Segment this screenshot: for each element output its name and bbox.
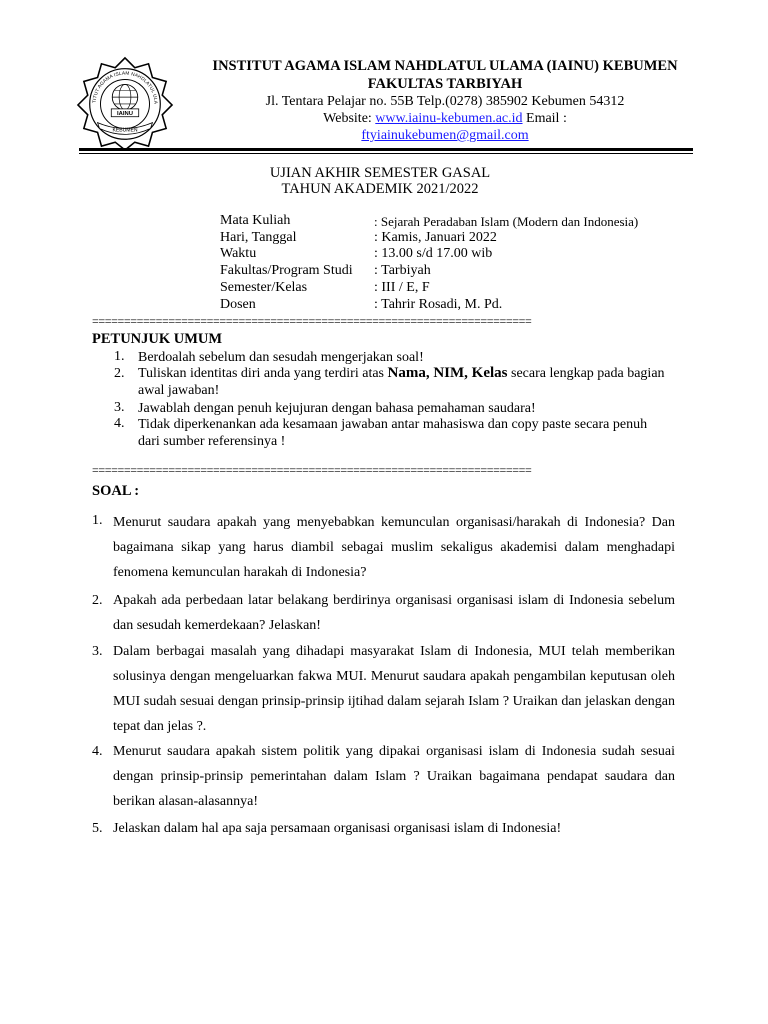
email-link[interactable]: ftyiainukebumen@gmail.com (361, 128, 529, 143)
identity-fields: Nama, NIM, Kelas (387, 365, 508, 381)
question-item: Menurut saudara apakah yang menyebabkan kemunculan organisasi/harakah di Indonesia? Dan bagaimana sikap yang harus diambil sebagai muslim sekaligus akademisi dalam menghadapi fenomena kemunculan harakah di Indonesia? (113, 515, 675, 580)
question-number: 1. (92, 513, 103, 528)
website-link[interactable]: www.iainu-kebumen.ac.id (375, 111, 523, 126)
exam-title: UJIAN AKHIR SEMESTER GASAL (269, 165, 491, 181)
petunjuk-item: Tuliskan identitas diri anda yang terdiri atas Nama, NIM, Kelas secara lengkap pada bagian awal jawaban! (138, 365, 665, 398)
email-line (180, 128, 710, 144)
petunjuk-item: Tidak diperkenankan ada kesamaan jawaban antar mahasiswa dan copy paste secara penuh dari sumber referensinya ! (138, 417, 648, 449)
info-value: : Tarbiyah (374, 263, 431, 278)
info-label: Dosen (220, 297, 256, 312)
question-item: Dalam berbagai masalah yang dihadapi masyarakat Islam di Indonesia, MUI telah memberikan solusinya dengan mengeluarkan fakwa MUI. Menurut saudara apakah pengambilan keputusan oleh MUI sudah sesuai dengan prinsip-prinsip ijtihad dalam sejarah Islam ? Uraikan dan jelaskan dengan tepat dan jelas ?. (113, 644, 675, 734)
institution-name: INSTITUT AGAMA ISLAM NAHDLATUL ULAMA (IAINU) KEBUMEN (212, 58, 678, 74)
info-label: Hari, Tanggal (220, 230, 297, 245)
question-item: Jelaskan dalam hal apa saja persamaan organisasi organisasi islam di Indonesia! (113, 821, 562, 836)
list-number: 4. (114, 416, 125, 431)
petunjuk-title: PETUNJUK UMUM (92, 331, 223, 347)
separator-line: ===================================================================== (92, 463, 532, 477)
email-label: Email : (522, 111, 567, 126)
website-label: Website: (323, 111, 376, 126)
address: Jl. Tentara Pelajar no. 55B Telp.(0278) 385902 Kebumen 54312 (265, 94, 625, 109)
logo-bottom-text: KEBUMEN (112, 127, 138, 134)
info-value: : 13.00 s/d 17.00 wib (374, 246, 493, 261)
header-rule-thick (79, 148, 693, 151)
question-number: 2. (92, 593, 103, 608)
question-number: 3. (92, 644, 103, 659)
question-item: Apakah ada perbedaan latar belakang berdirinya organisasi organisasi islam di Indonesia sebelum dan sesudah kemerdekaan? Jelaskan! (113, 593, 675, 633)
info-label: Waktu (220, 246, 257, 261)
list-number: 2. (114, 366, 125, 381)
contact-line (180, 111, 710, 127)
list-number: 3. (114, 400, 125, 415)
logo-arc-text: TITUT AGAMA ISLAM NAHDLATUL ULA (91, 70, 159, 105)
info-label: Mata Kuliah (220, 213, 291, 228)
question-item: Menurut saudara apakah sistem politik yang dipakai organisasi islam di Indonesia sudah sesuai dengan prinsip-prinsip pemerintahan dalam Islam ? Uraikan bagaimana pendapat saudara dan berikan alasan-alasannya! (113, 744, 675, 809)
faculty-name: FAKULTAS TARBIYAH (367, 76, 523, 92)
list-number: 1. (114, 349, 125, 364)
info-value: : Tahrir Rosadi, M. Pd. (374, 297, 503, 312)
info-value: : Kamis, Januari 2022 (374, 230, 497, 245)
header-rule-thin (79, 153, 693, 154)
question-number: 4. (92, 744, 103, 759)
logo-mid-text: IAINU (117, 111, 133, 118)
petunjuk-item: Berdoalah sebelum dan sesudah mengerjakan soal! (138, 350, 424, 365)
info-label: Fakultas/Program Studi (220, 263, 353, 278)
info-value: : III / E, F (374, 280, 430, 295)
info-label: Semester/Kelas (220, 280, 308, 295)
info-value: : Sejarah Peradaban Islam (Modern dan Indonesia) (374, 214, 639, 229)
petunjuk-item: Jawablah dengan penuh kejujuran dengan bahasa pemahaman saudara! (138, 401, 536, 416)
question-number: 5. (92, 821, 103, 836)
separator-line: ===================================================================== (92, 314, 532, 328)
iainu-logo (76, 54, 174, 152)
soal-title: SOAL : (92, 483, 140, 499)
exam-year: TAHUN AKADEMIK 2021/2022 (281, 181, 479, 197)
